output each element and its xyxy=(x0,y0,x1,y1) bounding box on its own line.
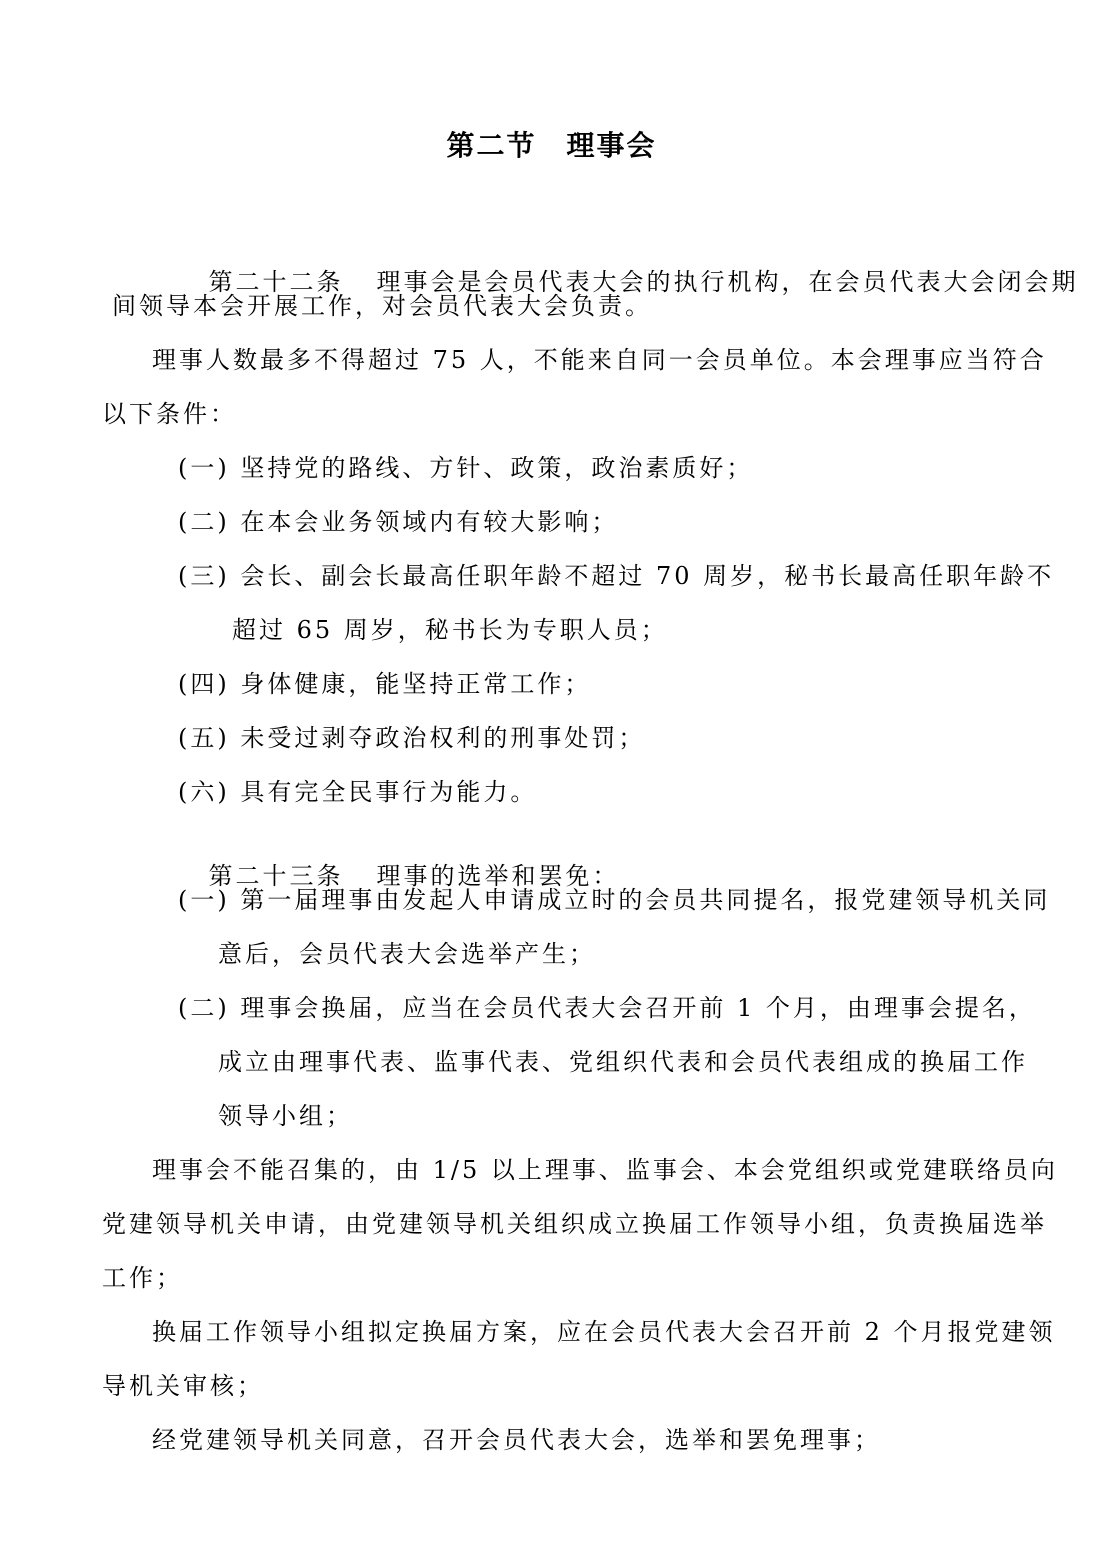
condition-item: (一) 坚持党的路线、方针、政策，政治素质好； xyxy=(178,454,754,482)
condition-item: (三) 会长、副会长最高任职年龄不超过 70 周岁，秘书长最高任职年龄不 xyxy=(178,562,1055,590)
condition-item: (五) 未受过剥夺政治权利的刑事处罚； xyxy=(178,724,646,752)
article-23-para2-line1: 换届工作领导小组拟定换届方案，应在会员代表大会召开前 2 个月报党建领 xyxy=(152,1318,1056,1346)
condition-item: (二) 在本会业务领域内有较大影响； xyxy=(178,508,619,536)
article-22-text-line1: 理事会是会员代表大会的执行机构，在会员代表大会闭会期 xyxy=(376,268,1079,296)
election-item: (一) 第一届理事由发起人申请成立时的会员共同提名，报党建领导机关同 xyxy=(178,886,1051,914)
condition-item: (六) 具有完全民事行为能力。 xyxy=(178,778,538,806)
article-23-para3-line1: 经党建领导机关同意，召开会员代表大会，选举和罢免理事； xyxy=(152,1426,881,1454)
article-23-para1-line2: 党建领导机关申请，由党建领导机关组织成立换届工作领导小组，负责换届选举 xyxy=(102,1210,1047,1238)
election-item-continuation: 成立由理事代表、监事代表、党组织代表和会员代表组成的换届工作 xyxy=(218,1048,1028,1076)
article-22-para2-line2: 以下条件： xyxy=(102,400,237,428)
condition-item-continuation: 超过 65 周岁，秘书长为专职人员； xyxy=(232,616,668,644)
election-item-continuation: 意后，会员代表大会选举产生； xyxy=(218,940,596,968)
article-23-para1-line1: 理事会不能召集的，由 1/5 以上理事、监事会、本会党组织或党建联络员向 xyxy=(152,1156,1058,1184)
article-22-para2-line1: 理事人数最多不得超过 75 人，不能来自同一会员单位。本会理事应当符合 xyxy=(152,346,1047,374)
election-item: (二) 理事会换届，应当在会员代表大会召开前 1 个月，由理事会提名， xyxy=(178,994,1036,1022)
article-23-para2-line2: 导机关审核； xyxy=(102,1372,264,1400)
election-item-continuation: 领导小组； xyxy=(218,1102,353,1130)
article-23-para1-line3: 工作； xyxy=(102,1264,183,1292)
article-22-number: 第二十二条 xyxy=(208,268,344,296)
article-22-text-line2: 间领导本会开展工作，对会员代表大会负责。 xyxy=(112,292,652,320)
section-title: 第二节 理事会 xyxy=(446,129,657,162)
condition-item: (四) 身体健康，能坚持正常工作； xyxy=(178,670,592,698)
article-23-number: 第二十三条 xyxy=(208,862,344,890)
article-23-heading: 理事的选举和罢免： xyxy=(376,862,620,890)
